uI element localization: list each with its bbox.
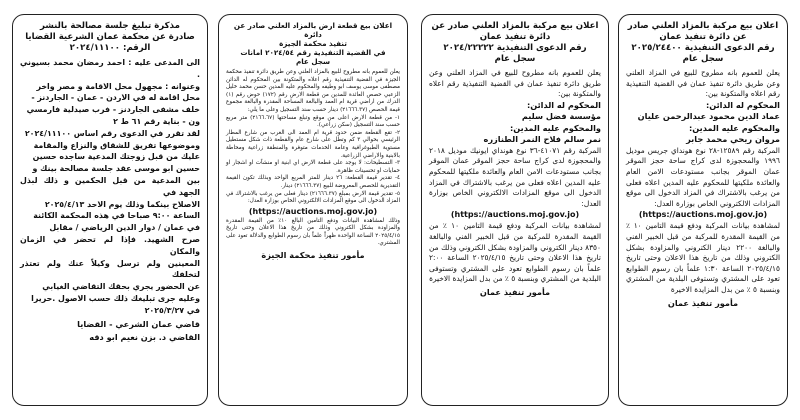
- notice2-title: اعلان بيع مركبة بالمزاد العلني صادر عن دائرة تنفيذ عمان رقم الدعوى التنفيذية ٢٠٢٤/٢٢٢٢٢ سجل عام: [431, 21, 599, 64]
- notice4-line: لقد تقرر في الدعوى رقم اساس ٢٠٢٤/١١١٠٠: [24, 128, 200, 138]
- notice4-line: عن الحضور يجري بحقك التقاضي الغيابي: [42, 282, 200, 292]
- notice2-debtor: نمر سالم فلاح النمر الطنازره: [483, 134, 601, 145]
- notice4-line: خلف مشفى الجاردنز - فرب صيدلية فارمسي: [26, 105, 200, 115]
- notice4-signature-court: قاضي عمان الشرعي - القضايا: [77, 318, 200, 329]
- notice3-body-2: ١- من قطعة الارض اعلى من موقع وتبلغ مساحتها (٢١٦٦.٦٧) متر مربع حسب سند التسجيل (سكن زراعي).: [226, 114, 400, 129]
- notice3-body-6: ٥- تقدير قيمة الارض بمبلغ (٢١٦٦٦.٣٧) دينار فعلى من يرغب بالاشتراك في المزاد الدخول الى موقع المزادات الالكتروني الخاص بوزارة العدل:: [226, 190, 401, 205]
- notice4-line: صرح الشهيد. فإذا لم تحضر في الزمان والمكان: [20, 234, 200, 256]
- notice3-title: اعلان بيع قطعة ارض بالمزاد العلني صادر عن دائرة تنفيذ محكمة الجيزة في القضية التنفيذية رقم ٢٠٢٤/٥٤ امانات سجل عام: [233, 21, 393, 66]
- notice1-signature: مأمور تنفيذ عمان: [667, 297, 739, 308]
- notice3-auction-url[interactable]: (https://auctions.moj.gov.jo): [248, 206, 378, 216]
- notice2-creditor-label: المحكوم له الدائن:: [526, 99, 601, 110]
- notice4-line: الاصلاح بينكما وذلك يوم الاحد ٢٠٢٥/٤/١٣: [44, 199, 200, 209]
- notice2-vehicle: المركبة رقم ٤١٠٧١-٣٦ نوع هونداي ايونيك موديل ٢٠١٨ والمحجوزة لدى كراج ساحة حجز الموقر عمان الموقر بجانب مستودعات الامن العام والعائدة ملكيتها للمحكوم عليه المدين اعلاه فعلى من يرغب بالاشتراك في المزاد الدخول الى موقع المزادات الالكتروني الخاص بوزارة العدل:: [429, 145, 602, 208]
- notice3-body-5: ٤- تقدير قيمة القطعة: ٢٦ دينار للمتر المربع الواحد وبذلك تكون القيمة التقديرية للحصص المعروضة للبيع (٢١٦٦٦.٣٧) دينار.: [226, 175, 400, 189]
- notice1-creditor: عماد الدين محمود عبدالرحمن عليان: [637, 111, 780, 122]
- notice1-terms: لمشاهدة بيانات المركبة ودفع قيمة التامين ١٠ ٪ من القيمة المقدرة للمركبة من قبل الخبير الفني والبالغة ٢٢٠٠ دينار الكتروني والمزاودة بشكل الكتروني وذلك من تاريخ هذا الاعلان وحتى تاريخ ٢٠٢٥/٤/١٥ الساعة ١:٣٠ علماً بان رسوم الطوابع تعود على المشتري وتستوفى البلدية من المشتري وبنسبة ٥ ٪ من بدل المزايدة الاخيرة: [626, 221, 780, 294]
- notice4-line: عليك من قبل زوجتك المدعية ساجده حسين: [32, 152, 200, 162]
- notice3-body-3: ٢- تقع القطعة ضمن حدود قرية ام العمد الى الغرب من شارع المطار الرئيسي بحوالي ٣ كم وتطل على شارع عام والقطعة ذات شكل مستطيل مستوية الطبوغرافية وعامة الخدمات متوفرة والمنطقة زراعية ومحاطة بالابنية والاراضي الزراعية.: [226, 129, 400, 159]
- notice1-creditor-label: المحكوم له الدائن:: [705, 99, 780, 110]
- notice2-intro: يعلن للعموم بانه مطروح للبيع في المزاد العلني وعن طريق دائرة تنفيذ عمان في القضية التنفيذية رقم اعلاه والمتكونة بين:: [429, 68, 601, 99]
- court-summons-notice: [12, 14, 208, 406]
- notice1-auction-url[interactable]: (https://auctions.moj.gov.jo): [638, 210, 768, 220]
- notice1-vehicle: المركبة رقم ١٢٥٨٩-٢٨ نوع هونداي جريس موديل ١٩٩٦ والمحجوزة لدى كراج ساحة حجز الموقر عمان الموقر بجانب مستودعات الامن العام والعائدة ملكيتها للمحكوم عليه المدين اعلاه فعلى من يرغب بالاشتراك في المزاد الدخول الى موقع المزادات الالكتروني الخاص بوزارة العدل:: [626, 145, 780, 208]
- notice4-line: الى المدعى عليه : احمد رمضان محمد بسيوني .: [20, 58, 200, 79]
- land-auction-notice: [218, 14, 408, 406]
- notice4-line: الساعة ٩:٠٠ صباحا في هذه المحكمة الكائنة: [33, 211, 200, 221]
- notice2-creditor: مؤسسة فضل سليم: [521, 111, 601, 122]
- notice2-terms: لمشاهدة بيانات المركبة ودفع قيمة التامين ١٠ ٪ من القيمة المقدرة للمركبة من قبل الخبير الفني والبالغة ٨٣٥٠ دينار الكتروني والمزاودة بشكل الكتروني وذلك من تاريخ هذا الاعلان وحتى تاريخ ٢٠٢٥/٤/١٥ الساعة ٢:٠٠ علماً بان رسوم الطوابع تعود على المشتري وتستوفى البلدية من المشتري وبنسبة ٥ ٪ من بدل المزايدة الاخيرة: [429, 221, 601, 284]
- notice3-terms: وذلك لمشاهدة البيانات ودفع التامين البالغ ١٠٪ من القيمة المقدرة والمزاودة بشكل الكتروني وذلك من تاريخ هذا الاعلان وحتى تاريخ ٢٠٢٥/٤/١٥ الساعة الواحدة ظهراً علماً بان رسوم الطوابع والدلالة تعود على المشتري.: [226, 217, 400, 247]
- notice1-title: اعلان بيع مركبة بالمزاد العلني صادر عن دائرة تنفيذ عمان رقم الدعوى التنفيذية ٢٠٢٥/٢٤٤٠٠ سجل عام: [627, 21, 779, 64]
- notice1-debtor: مروان ريحي محمد جابر: [686, 134, 780, 145]
- vehicle-auction-notice-2: [421, 14, 609, 406]
- notice4-line: حسين ابو موسى عقد جلسة مصالحة بينك و: [32, 164, 200, 174]
- notice2-signature: مأمور تنفيذ عمان: [479, 286, 551, 297]
- notice4-line: وعليه جرى تبليغك ذلك حسب الاصول .حريرا: [31, 293, 200, 303]
- notice2-auction-url[interactable]: (https://auctions.moj.gov.jo): [450, 210, 580, 220]
- notice3-signature: مأمور تنفيذ محكمة الجيزة: [261, 250, 365, 261]
- notice4-line: محل اقامة له في الاردن - عمان - الجاردنز -: [31, 93, 200, 103]
- notice4-line: المعينين ولم ترسل وكيلاً عنك ولم تعتذر لتخلفك: [20, 258, 200, 280]
- notice4-line: ون - بناية رقم ٦١ ط ٢: [113, 116, 200, 126]
- notice4-line: في عمان / دوار الدين الرياضي / مقابل: [49, 223, 200, 233]
- notice4-line: في ٢٠٢٥/٣/٢٧: [144, 305, 200, 315]
- notice4-line: وموضوعها تفريق للشقاق والنزاع والمقامة: [33, 140, 200, 150]
- notice4-line: بين المدعية من قبل الحكمين و ذلك لبذل الجهد في: [20, 175, 200, 197]
- vehicle-auction-notice-1: [618, 14, 788, 406]
- notice1-debtor-label: والمحكوم عليه المدين:: [688, 122, 780, 133]
- notice3-body-1: يعلن للعموم بانه مطروح للبيع بالمزاد العلني وعن طريق دائرة تنفيذ محكمة الجيزة في القضية التنفيذية رقم اعلاه والمتكونة بين المحكوم له الدائن مصطفى موسى يوسف ابو وطيفه والمحكوم عليه المدين حسن محمد خليل الزعبي حصص العائدة للمدين من قطعة الارض رقم (١٧٢) حوض رقم (١) الدرك من اراضي قرية ام العمد والبالغة المساحة المقدرة والبالغة مجموع قيمة الحصص (٢١٦٦٦.٣٧) دينار حسب سند التسجيل وعلى ما يلي:: [226, 69, 400, 113]
- notice3-body-4: ٣- التسطيحات: لا يوجد على قطعة الارض اي ابنية او منشآت او اشجار او حمايات او تحسينات ظاهرة.: [226, 160, 400, 174]
- notice4-body: [20, 57, 200, 317]
- notice4-signature-judge: القاضي د. بزن نعيم ابو دقه: [89, 331, 200, 342]
- notice4-line: وعنوانه : مجهول محل الاقامة و مصر واخر: [36, 81, 200, 91]
- notice1-intro: يعلن للعموم بانه مطروح للبيع في المزاد العلني وعن طريق دائرة تنفيذ عمان في القضية التنفيذية رقم اعلاه والمتكونة بين:: [626, 68, 780, 99]
- notice4-title: مذكرة تبليغ جلسة مصالحة بالنشر صادرة عن محكمة عمان الشرعية القضايا الرقم: ٢٠٢٤/١١١٠٠: [25, 21, 195, 53]
- notice2-debtor-label: والمحكوم عليه المدين:: [509, 122, 601, 133]
